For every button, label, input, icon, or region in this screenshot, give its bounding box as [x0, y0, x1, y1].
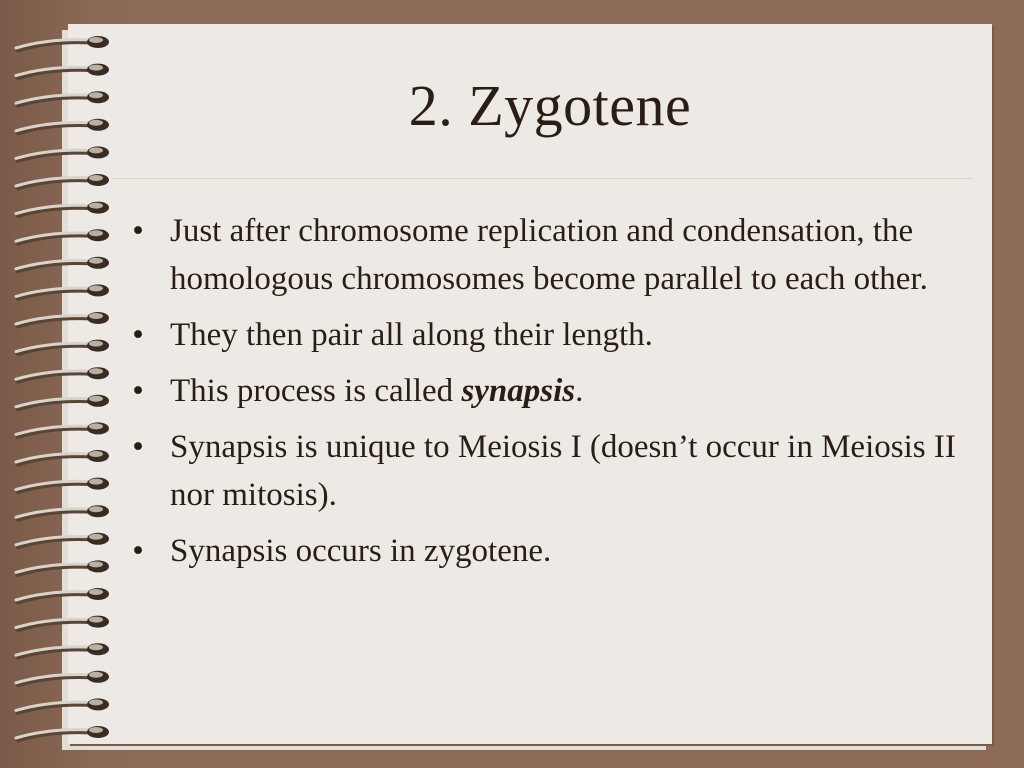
bullet-item [128, 311, 958, 359]
bullet-text: Just after chromosome replication and condensation, the homologous chromosomes become parallel to each other. [170, 213, 928, 297]
spiral-coil [16, 726, 109, 740]
spiral-coil [16, 367, 109, 381]
spiral-coil [16, 119, 109, 133]
bullet-item [128, 423, 958, 519]
spiral-coil [16, 616, 109, 630]
bullet-item [128, 207, 958, 303]
spiral-coil [16, 588, 109, 602]
spiral-coil [16, 533, 109, 547]
bullet-dot: • [132, 373, 144, 409]
spiral-coil [16, 174, 109, 188]
spiral-binding-icon [10, 28, 120, 748]
bullet-dot: • [132, 317, 144, 353]
slide-title: 2. Zygotene [408, 73, 692, 138]
bullet-text: They then pair all along their length. [170, 317, 653, 353]
spiral-coil [16, 312, 109, 326]
spiral-coil [16, 450, 109, 464]
spiral-coil [16, 560, 109, 574]
bullet-text-after: . [575, 373, 584, 409]
spiral-coil [16, 422, 109, 436]
bullet-text: Synapsis is unique to Meiosis I (doesn’t occur in Meiosis II nor mitosis). [170, 429, 956, 513]
spiral-coil [16, 257, 109, 271]
spiral-coil [16, 36, 109, 50]
spiral-coil [16, 478, 109, 492]
spiral-coil [16, 698, 109, 712]
bullet-dot: • [132, 429, 144, 465]
spiral-coil [16, 91, 109, 105]
bullet-item [128, 527, 958, 575]
bullet-text: Synapsis occurs in zygotene. [170, 533, 552, 569]
spiral-coil [16, 202, 109, 216]
spiral-coil [16, 146, 109, 160]
spiral-coil [16, 229, 109, 243]
spiral-coil [16, 505, 109, 519]
bullet-list [128, 207, 958, 583]
spiral-coil [16, 64, 109, 78]
bullet-text [170, 373, 583, 409]
spiral-coil [16, 395, 109, 409]
spiral-coil [16, 340, 109, 354]
bullet-dot: • [132, 213, 144, 249]
bullet-dot: • [132, 533, 144, 569]
synapsis-term: synapsis [461, 373, 576, 409]
spiral-coil [16, 643, 109, 657]
bullet-text-before: This process is called [170, 373, 462, 409]
title-divider [112, 178, 972, 179]
spiral-coil [16, 284, 109, 298]
bullet-item [128, 367, 958, 415]
spiral-coil [16, 671, 109, 685]
